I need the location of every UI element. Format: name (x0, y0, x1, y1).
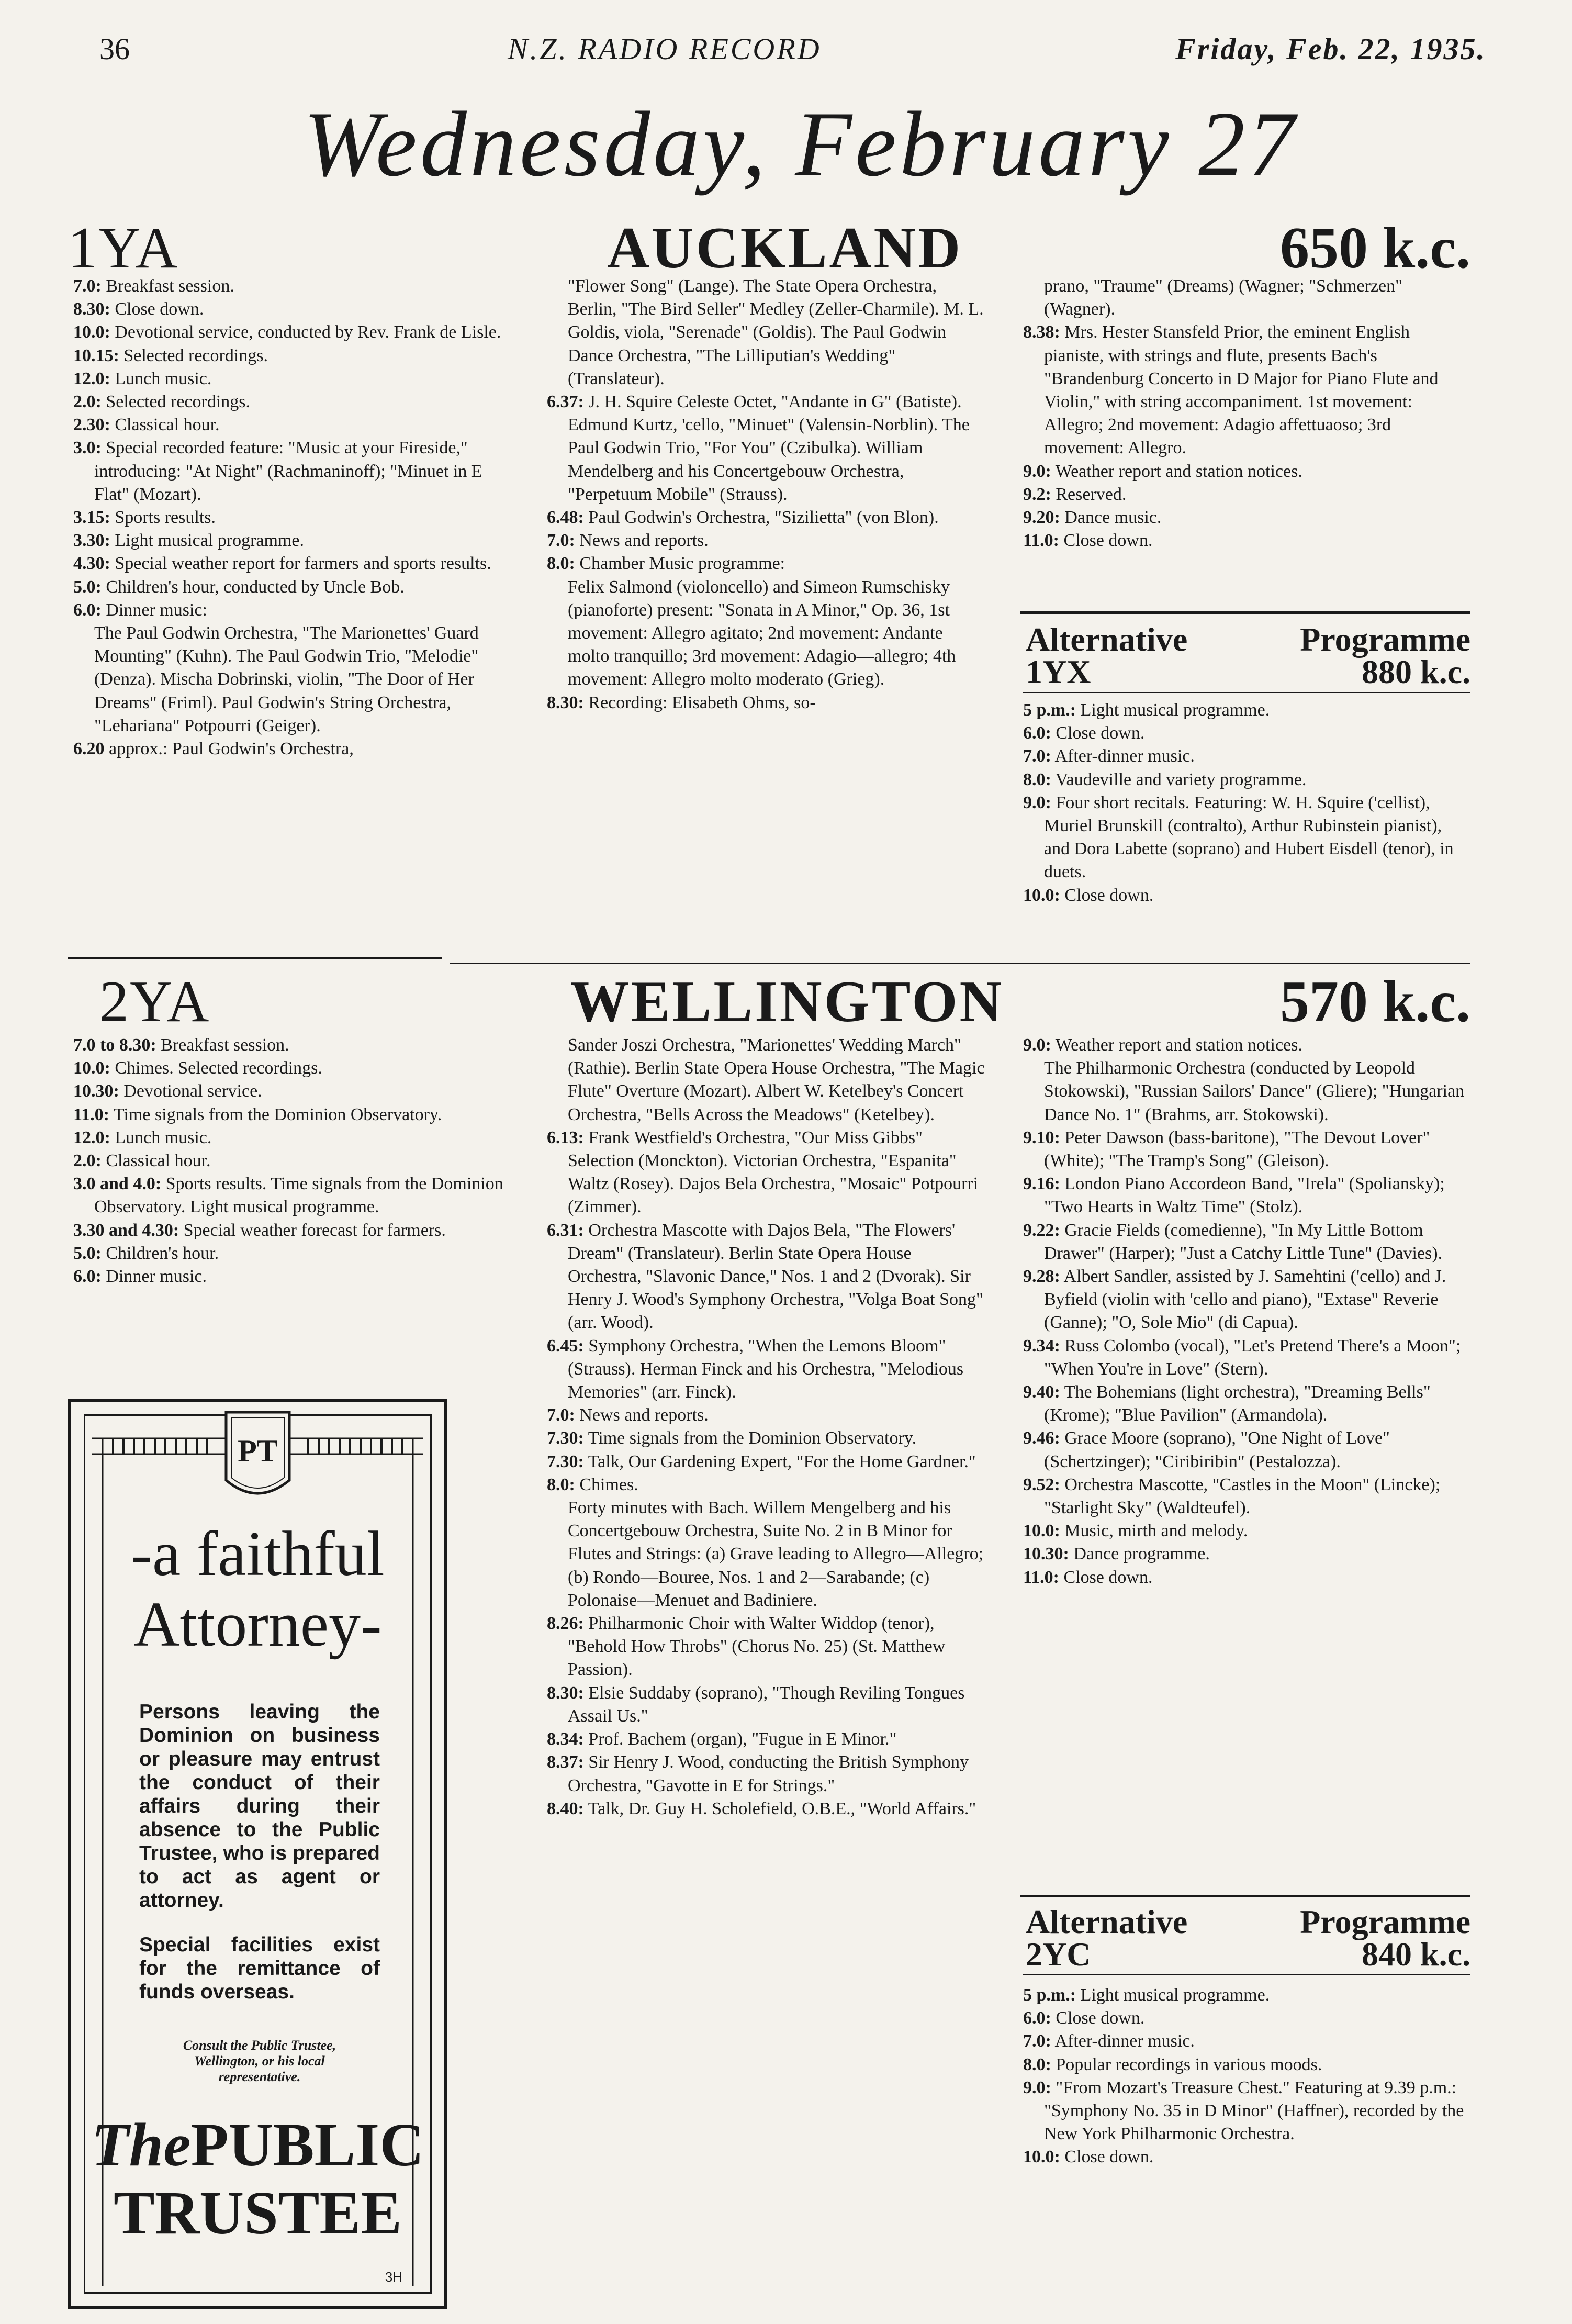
programme-entry (1023, 1057, 1468, 1126)
programme-time: 9.52: (1023, 1474, 1060, 1494)
programme-description: Classical hour. (115, 415, 220, 435)
advert-brand-the: The (91, 2110, 191, 2179)
programme-description: Breakfast session. (161, 1035, 289, 1055)
programme-entry (73, 599, 510, 622)
programme-description: Talk, Our Gardening Expert, "For the Home Gardner." (588, 1451, 976, 1471)
programme-description: Selected recordings. (123, 345, 268, 365)
programme-entry (73, 1242, 513, 1265)
programme-description: Close down. (1056, 2008, 1145, 2028)
programme-entry (547, 529, 986, 552)
programme-time: 7.0: (1023, 2031, 1051, 2051)
programme-entry (73, 552, 510, 575)
programme-time: 4.30: (73, 554, 110, 574)
alt-label: Alternative (1026, 621, 1188, 658)
programme-description: Vaudeville and variety programme. (1055, 769, 1307, 789)
programme-entry (547, 1682, 986, 1728)
programme-entry (547, 275, 986, 390)
programme-description: London Piano Accordeon Band, "Irela" (Spoliansky); "Two Hearts in Waltz Time" (Stolz). (1044, 1174, 1445, 1217)
programme-description: Albert Sandler, assisted by J. Samehtini ('cello) and J. Byfield (violin with 'cello and piano), "Extase" Reverie (Ganne); "O, Sole Mio" (di Capua). (1044, 1267, 1446, 1333)
programme-time: 2.0: (73, 392, 102, 412)
programme-description: Light musical programme. (115, 531, 304, 551)
programme-description: Peter Dawson (bass-baritone), "The Devout Lover" (White); "The Tramp's Song" (Gleison). (1044, 1127, 1430, 1171)
programme-time: 7.0 to 8.30: (73, 1035, 156, 1055)
advert-brand-line-1 (71, 2110, 444, 2179)
programme-description: Lunch music. (115, 1127, 212, 1147)
programme-time: 10.0: (73, 322, 110, 342)
programme-time: 9.0: (1023, 2077, 1051, 2097)
programme-description: Mrs. Hester Stansfeld Prior, the eminent English pianiste, with strings and flute, presents Bach's "Brandenburg Concerto in D Major for Piano Flute and Violin," with string accompaniment. 1st movement: Allegro; 2nd movement: Adagio affettuaoso; 3rd movement: Allegro. (1044, 322, 1439, 458)
programme-time: 9.22: (1023, 1220, 1060, 1240)
programme-entry (73, 1172, 513, 1219)
programme-description: Close down. (1056, 723, 1145, 743)
programme-entry (73, 1149, 513, 1172)
programme-description: Time signals from the Dominion Observatory. (588, 1428, 917, 1448)
programme-time: 12.0: (73, 368, 110, 388)
programme-description: Chimes. Selected recordings. (115, 1058, 322, 1078)
alt-call: 2YC (1026, 1936, 1091, 1973)
programme-entry (73, 622, 510, 738)
programme-time: 6.0: (73, 1267, 102, 1287)
programme-entry (73, 1034, 513, 1057)
advert-brand-public: PUBLIC (190, 2110, 424, 2179)
programme-entry (1023, 2076, 1468, 2146)
programme-entry (547, 1751, 986, 1797)
programme-entry (547, 1797, 986, 1820)
programme-description: Elsie Suddaby (soprano), "Though Reviling Tongues Assail Us." (568, 1683, 965, 1726)
divider-rule (1023, 1974, 1470, 1975)
programme-description: News and reports. (579, 1405, 709, 1425)
station-frequency: 650 k.c. (1280, 216, 1470, 281)
programme-time: 9.0: (1023, 461, 1051, 481)
programme-entry (547, 691, 986, 714)
programme-time: 8.0: (547, 1474, 575, 1494)
programme-time: 6.20 (73, 739, 105, 759)
programme-description: After-dinner music. (1054, 2031, 1195, 2051)
programme-time: 10.30: (1023, 1544, 1069, 1564)
programme-entry (1023, 1126, 1468, 1172)
programme-entry (547, 1034, 986, 1126)
programme-description: Special recorded feature: "Music at your Fireside," introducing: "At Night" (Rachmaninoff); "Minuet in E Flat" (Mozart). (94, 438, 482, 504)
programme-time: 6.31: (547, 1220, 584, 1240)
programme-entry (73, 390, 510, 414)
programme-description: Sports results. (115, 508, 216, 528)
programme-description: Forty minutes with Bach. Willem Mengelberg and his Concertgebouw Orchestra, Suite No. 2 in B Minor for Flutes and Strings: (a) Grave leading to Allegro—Allegro; (b) Rondo—Bouree, Nos. 1 and 2—Sarabande; (c) Polonaise—Menuet and Badiniere. (568, 1498, 984, 1610)
programme-time: 9.46: (1023, 1428, 1060, 1448)
programme-description: Sander Joszi Orchestra, "Marionettes' Wedding March" (Rathie). Berlin State Opera House Orchestra, "The Magic Flute" Overture (Mozart). Albert W. Ketelbey's Concert Orchestra, "Bells Across the Meadows" (Ketelbey). (568, 1035, 985, 1124)
programme-time: 10.0: (73, 1058, 110, 1078)
programme-time: 8.37: (547, 1752, 584, 1772)
alt-label-programme: Programme (1300, 1903, 1470, 1940)
programme-time: 9.20: (1023, 508, 1060, 528)
programme-time: 10.0: (1023, 1521, 1060, 1541)
programme-column-2ya-2 (547, 1034, 986, 1820)
programme-entry (1023, 745, 1468, 768)
programme-description: Talk, Dr. Guy H. Scholefield, O.B.E., "World Affairs." (588, 1798, 976, 1818)
divider-rule (1020, 611, 1470, 614)
advert-body-2: Special facilities exist for the remittance of funds overseas. (139, 1934, 380, 2003)
programme-entry (73, 414, 510, 437)
programme-description: Children's hour. (106, 1243, 219, 1263)
programme-description: Dance music. (1064, 508, 1162, 528)
programme-entry (1023, 1172, 1468, 1219)
programme-description: Russ Colombo (vocal), "Let's Pretend There's a Moon"; "When You're in Love" (Stern). (1044, 1336, 1461, 1379)
programme-entry (1023, 2146, 1468, 2169)
programme-description: Classical hour. (106, 1151, 211, 1171)
programme-description: News and reports. (579, 531, 709, 551)
programme-time: 2.0: (73, 1151, 102, 1171)
programme-column-1ya-3 (1023, 275, 1468, 552)
advert-headline-2: Attorney- (133, 1589, 382, 1660)
station-city: AUCKLAND (607, 216, 963, 281)
programme-entry (73, 1219, 513, 1242)
programme-description: Reserved. (1056, 484, 1127, 504)
programme-time: 10.15: (73, 345, 119, 365)
programme-entry (1023, 1381, 1468, 1427)
alt-call: 1YX (1026, 653, 1091, 690)
programme-time: 3.15: (73, 508, 110, 528)
programme-time: 7.30: (547, 1428, 584, 1448)
programme-entry (73, 576, 510, 599)
programme-description: Orchestra Mascotte, "Castles in the Moon" (Lincke); "Starlight Sky" (Waldteufel). (1044, 1474, 1441, 1518)
programme-entry (1023, 483, 1468, 506)
programme-entry (547, 1219, 986, 1335)
station-call: 2YA (99, 969, 210, 1034)
programme-time: 3.0 and 4.0: (73, 1174, 162, 1194)
programme-column-2yc (1023, 1984, 1468, 2169)
programme-time: 8.26: (547, 1614, 584, 1634)
programme-description: Dinner music: (106, 600, 207, 620)
programme-entry (547, 576, 986, 691)
programme-time: 5.0: (73, 1243, 102, 1263)
programme-description: Close down. (1064, 2147, 1154, 2167)
advert-monogram: PT (238, 1434, 278, 1468)
programme-entry (547, 1450, 986, 1473)
programme-entry (73, 738, 510, 761)
programme-time: 8.0: (1023, 2054, 1051, 2074)
programme-description: J. H. Squire Celeste Octet, "Andante in G" (Batiste). Edmund Kurtz, 'cello, "Minuet" (Valensin-Norblin). The Paul Godwin Trio, "For You" (Czibulka). William Mendelberg and his Concertgebouw Orchestra, "Perpetuum Mobile" (Strauss). (568, 392, 970, 504)
programme-entry (1023, 884, 1468, 907)
programme-description: Dinner music. (106, 1267, 207, 1287)
programme-description: Philharmonic Choir with Walter Widdop (tenor), "Behold How Throbs" (Chorus No. 25) (St. Matthew Passion). (568, 1614, 946, 1680)
programme-description: Special weather report for farmers and sports results. (115, 554, 491, 574)
programme-entry (547, 390, 986, 506)
programme-description: Selected recordings. (106, 392, 250, 412)
programme-description: Sir Henry J. Wood, conducting the British Symphony Orchestra, "Gavotte in E for Strings." (568, 1752, 969, 1795)
programme-time: 8.34: (547, 1729, 584, 1749)
programme-entry (1023, 2030, 1468, 2053)
programme-entry (1023, 791, 1468, 884)
programme-entry (1023, 2007, 1468, 2030)
programme-time: 6.13: (547, 1127, 584, 1147)
programme-description: Weather report and station notices. (1055, 461, 1302, 481)
programme-entry (73, 1265, 513, 1288)
programme-entry (1023, 722, 1468, 745)
programme-time: 6.37: (547, 392, 584, 412)
programme-entry (1023, 1519, 1468, 1543)
programme-time: 6.0: (73, 600, 102, 620)
programme-entry (1023, 2053, 1468, 2076)
programme-description: approx.: Paul Godwin's Orchestra, (109, 739, 354, 759)
programme-entry (1023, 1219, 1468, 1265)
programme-entry (73, 275, 510, 298)
programme-description: Breakfast session. (106, 276, 234, 296)
programme-description: Paul Godwin's Orchestra, "Sizilietta" (von Blon). (588, 508, 939, 528)
advert-headline-1: -a faithful (131, 1518, 385, 1589)
programme-description: Grace Moore (soprano), "One Night of Love" (Schertzinger); "Ciribiribin" (Pestalozza). (1044, 1428, 1390, 1471)
programme-time: 11.0: (73, 1104, 109, 1124)
programme-description: Light musical programme. (1080, 700, 1270, 720)
programme-description: Dance programme. (1073, 1544, 1210, 1564)
programme-description: The Philharmonic Orchestra (conducted by Leopold Stokowski), "Russian Sailors' Dance" (Gliere); "Hungarian Dance No. 1" (Brahms, arr. Stokowski). (1044, 1058, 1465, 1124)
divider-rule (1020, 1895, 1470, 1897)
programme-entry (547, 1335, 986, 1404)
programme-column-2ya-3 (1023, 1034, 1468, 1589)
programme-entry (547, 1404, 986, 1427)
programme-description: Gracie Fields (comedienne), "In My Little Bottom Drawer" (Harper); "Just a Catchy Little Tune" (Davies). (1044, 1220, 1443, 1263)
programme-description: Felix Salmond (violoncello) and Simeon Rumschisky (pianoforte) present: "Sonata in A Minor," Op. 36, 1st movement: Allegro agitato; 2nd movement: Andante molto tranquillo; 3rd movement: Adagio—allegro; 4th movement: Allegro molto moderato (Grieg). (568, 577, 956, 689)
alt-label: Alternative (1026, 1903, 1188, 1940)
programme-description: Time signals from the Dominion Observatory. (113, 1104, 442, 1124)
programme-time: 9.28: (1023, 1267, 1060, 1287)
programme-description: "Flower Song" (Lange). The State Opera Orchestra, Berlin, "The Bird Seller" Medley (Zeller-Charmile). M. L. Goldis, viola, "Serenade" (Goldis). The Paul Godwin Dance Orchestra, "The Lilliputian's Wedding" (Translateur). (568, 276, 984, 388)
programme-entry (1023, 275, 1468, 321)
alt-frequency: 840 k.c. (1362, 1936, 1470, 1973)
programme-entry (73, 529, 510, 552)
programme-time: 8.40: (547, 1798, 584, 1818)
programme-time: 8.38: (1023, 322, 1060, 342)
programme-description: prano, "Traume" (Dreams) (Wagner; "Schmerzen" (Wagner). (1044, 276, 1403, 319)
programme-description: Frank Westfield's Orchestra, "Our Miss Gibbs" Selection (Monckton). Victorian Orchestra, "Espanita" Waltz (Rosey). Dajos Bela Orchestra, "Mosaic" Potpourri (Zimmer). (568, 1127, 979, 1217)
programme-time: 8.30: (547, 1683, 584, 1703)
programme-description: Close down. (1064, 885, 1154, 905)
programme-time: 7.0: (1023, 746, 1051, 766)
programme-column-1ya-2 (547, 275, 986, 714)
programme-description: Children's hour, conducted by Uncle Bob. (106, 577, 405, 597)
programme-entry (1023, 768, 1468, 791)
station-header-2ya (68, 968, 1470, 1036)
programme-column-2ya-1 (73, 1034, 513, 1288)
programme-entry (1023, 506, 1468, 529)
programme-entry (1023, 1473, 1468, 1519)
programme-description: Devotional service. (123, 1081, 262, 1101)
programme-time: 3.30: (73, 531, 110, 551)
programme-description: Four short recitals. Featuring: W. H. Squire ('cellist), Muriel Brunskill (contralto), Arthur Rubinstein pianist), and Dora Labette (soprano) and Hubert Eisdell (tenor), in duets. (1044, 792, 1454, 882)
alt-programme-header-1yx (1026, 620, 1470, 691)
programme-column-1ya-1 (73, 275, 510, 761)
programme-entry (73, 298, 510, 321)
programme-entry (1023, 1566, 1468, 1589)
programme-time: 7.0: (547, 531, 575, 551)
programme-time: 9.34: (1023, 1336, 1060, 1356)
programme-time: 6.45: (547, 1336, 584, 1356)
programme-time: 2.30: (73, 415, 110, 435)
programme-entry (73, 1103, 513, 1126)
station-header-1ya (68, 215, 1470, 283)
publication-title: N.Z. RADIO RECORD (508, 32, 822, 66)
alt-frequency: 880 k.c. (1362, 653, 1470, 690)
programme-time: 12.0: (73, 1127, 110, 1147)
programme-time: 11.0: (1023, 531, 1059, 551)
programme-entry (73, 321, 510, 344)
programme-time: 11.0: (1023, 1567, 1059, 1587)
programme-time: 5.0: (73, 577, 102, 597)
programme-time: 6.48: (547, 508, 584, 528)
programme-time: 6.0: (1023, 2008, 1051, 2028)
programme-time: 9.2: (1023, 484, 1051, 504)
programme-time: 7.0: (73, 276, 102, 296)
programme-description: Lunch music. (115, 368, 212, 388)
day-title: Wednesday, February 27 (303, 92, 1298, 196)
advert-consult-note: Consult the Public Trustee, Wellington, or his local representative. (183, 2038, 336, 2084)
programme-description: Prof. Bachem (organ), "Fugue in E Minor." (588, 1729, 897, 1749)
programme-description: The Paul Godwin Orchestra, "The Marionettes' Guard Mounting" (Kuhn). The Paul Godwin Trio, "Melodie" (Denza). Mischa Dobrinski, violin, "The Door of Her Dreams" (Friml). Paul Godwin's String Orchestra, "Lehariana" Potpourri (Geiger). (94, 623, 479, 735)
programme-entry (1023, 460, 1468, 483)
running-header (99, 26, 1486, 73)
programme-time: 8.30: (547, 692, 584, 712)
programme-entry (1023, 1427, 1468, 1473)
programme-time: 5 p.m.: (1023, 700, 1076, 720)
section-divider (68, 957, 442, 959)
programme-time: 9.10: (1023, 1127, 1060, 1147)
programme-entry (73, 1080, 513, 1103)
programme-entry (73, 344, 510, 367)
programme-time: 3.30 and 4.30: (73, 1220, 179, 1240)
programme-description: "From Mozart's Treasure Chest." Featuring at 9.39 p.m.: "Symphony No. 35 in D Minor" (Haffner), recorded by the New York Philharmonic Orchestra. (1044, 2077, 1464, 2144)
advert-code: 3H (385, 2269, 402, 2285)
programme-time: 9.0: (1023, 792, 1051, 812)
programme-description: Close down. (115, 299, 204, 319)
programme-entry (547, 1612, 986, 1682)
programme-time: 8.0: (547, 554, 575, 574)
page-number: 36 (99, 32, 130, 66)
programme-description: Weather report and station notices. (1055, 1035, 1302, 1055)
advert-body: Persons leaving the Dominion on business or pleasure may entrust the conduct of their affairs during their absence to the Public Trustee, who is prepared to act as agent or attorney. (139, 1701, 380, 1912)
programme-entry (73, 367, 510, 390)
programme-entry (547, 1473, 986, 1496)
programme-description: Light musical programme. (1080, 1985, 1270, 2005)
programme-time: 9.0: (1023, 1035, 1051, 1055)
programme-description: Close down. (1063, 1567, 1153, 1587)
programme-entry (547, 1728, 986, 1751)
issue-date: Friday, Feb. 22, 1935. (1175, 32, 1486, 66)
programme-entry (1023, 1984, 1468, 2007)
programme-time: 10.0: (1023, 885, 1060, 905)
programme-time: 7.30: (547, 1451, 584, 1471)
programme-entry (73, 437, 510, 506)
programme-entry (1023, 321, 1468, 460)
programme-time: 5 p.m.: (1023, 1985, 1076, 2005)
programme-description: Special weather forecast for farmers. (183, 1220, 446, 1240)
programme-description: Recording: Elisabeth Ohms, so- (588, 692, 816, 712)
programme-description: The Bohemians (light orchestra), "Dreaming Bells" (Krome); "Blue Pavilion" (Armandola). (1044, 1382, 1431, 1425)
programme-time: 8.30: (73, 299, 110, 319)
programme-description: Symphony Orchestra, "When the Lemons Bloom" (Strauss). Herman Finck and his Orchestra, "Melodious Memories" (arr. Finck). (568, 1336, 964, 1402)
programme-description: Devotional service, conducted by Rev. Frank de Lisle. (115, 322, 501, 342)
programme-description: Sports results. Time signals from the Dominion Observatory. Light musical programme. (94, 1174, 503, 1217)
programme-time: 6.0: (1023, 723, 1051, 743)
station-call: 1YA (68, 216, 179, 281)
programme-description: Chamber Music programme: (579, 554, 785, 574)
programme-entry (1023, 1543, 1468, 1566)
programme-entry (1023, 1335, 1468, 1381)
programme-entry (547, 1496, 986, 1612)
alt-programme-header-2yc (1026, 1903, 1470, 1973)
programme-description: Close down. (1063, 531, 1153, 551)
divider-rule (1023, 692, 1470, 693)
station-city: WELLINGTON (570, 969, 1004, 1034)
programme-entry (547, 552, 986, 575)
programme-entry (547, 506, 986, 529)
programme-description: Chimes. (579, 1474, 638, 1494)
programme-column-1yx (1023, 699, 1468, 907)
public-trustee-advert (68, 1399, 447, 2309)
station-frequency: 570 k.c. (1280, 969, 1470, 1034)
programme-description: Orchestra Mascotte with Dajos Bela, "The Flowers' Dream" (Translateur). Berlin State Opera House Orchestra, "Slavonic Dance," Nos. 1 and 2 (Dvorak). Sir Henry J. Wood's Symphony Orchestra, "Volga Boat Song" (arr. Wood). (568, 1220, 983, 1333)
programme-time: 8.0: (1023, 769, 1051, 789)
programme-time: 10.30: (73, 1081, 119, 1101)
programme-time: 9.40: (1023, 1382, 1060, 1402)
programme-time: 9.16: (1023, 1174, 1060, 1194)
programme-entry (1023, 1265, 1468, 1335)
programme-description: Music, mirth and melody. (1064, 1521, 1248, 1541)
programme-entry (1023, 699, 1468, 722)
programme-description: After-dinner music. (1054, 746, 1195, 766)
programme-time: 7.0: (547, 1405, 575, 1425)
programme-entry (547, 1126, 986, 1219)
section-divider (450, 963, 1470, 964)
programme-entry (73, 1057, 513, 1080)
programme-entry (1023, 529, 1468, 552)
programme-description: Popular recordings in various moods. (1056, 2054, 1322, 2074)
programme-time: 3.0: (73, 438, 102, 458)
advert-brand-line-2: TRUSTEE (114, 2178, 402, 2247)
programme-time: 10.0: (1023, 2147, 1060, 2167)
programme-entry (73, 1126, 513, 1149)
alt-label-programme: Programme (1300, 621, 1470, 658)
programme-entry (1023, 1034, 1468, 1057)
programme-entry (547, 1427, 986, 1450)
programme-entry (73, 506, 510, 529)
